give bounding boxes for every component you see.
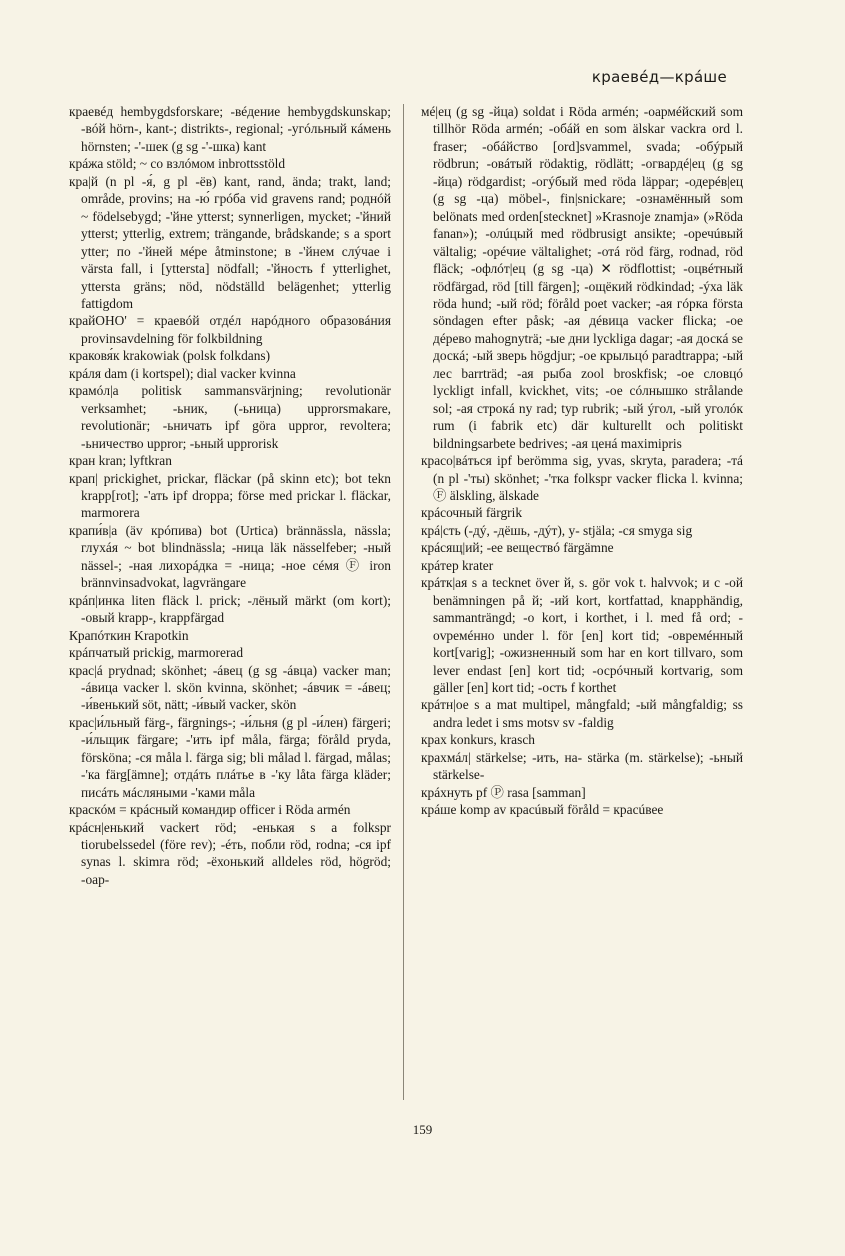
dictionary-entry: крахмáл| stärkelse; -ить, на- stärka (m. stärkelse); -ьный stärkelse- <box>421 749 743 783</box>
dictionary-entry: крас|и́льный färg-, färgnings-; -и́льня (g pl -и́лен) färgeri; -и́льщик färgare; -'ить ipf måla, färga; föråld pryda, försköna; -ся måla l. färga sig; bli målad l. färgad, målas; -'ка färg[ämne]; отдáть плáтье в -'ку låta färga kläder; писáть мáсляными -'ками måla <box>69 714 391 800</box>
dictionary-entry: краковя́к krakowiak (polsk folkdans) <box>69 348 271 364</box>
left-column <box>69 103 391 888</box>
dictionary-entry: крах konkurs, krasch <box>421 732 535 748</box>
dictionary-entry: крáтер krater <box>421 557 494 573</box>
dictionary-entry: крáп|инка liten fläck l. prick; -лёный märkt (om kort); -овый krapp-, krappfärgad <box>69 592 391 626</box>
dictionary-entry: мé|ец (g sg -йца) soldat i Röda armén; -оармéйский som tillhör Röda armén; -обáй en som älskar vackra ord l. fraser; -обáйство [ord]svammel, svada; -обýрый rödbrun; -овáтый rödaktig, rödlätt; -огвардé|ец (g sg -йца) rödgardist; -огýбый med röda läppar; -одерéв|ец (g sg -ца) möbel-, fin|snickare; -ознамённый som belönats med orden[stecknet] »Krasnoje znamja» (»Röda fanan»); -олúцый med rödbrusigt ansikte; -оречúвый vältalig; -орéчие vältalighet; -отá röd färg, rodnad, röd fläck; -офлóт|ец (g sg -ца) ✕ rödflottist; -оцвéтный rödfärgad, röd [till färgen]; -ощёкий rödkindad; -ýха läk röda hund; -ый röd; föråld poet vacker; -ая гóрка första söndagen efter påsk; -ая дéвица vacker flicka; -ое дéрево mahognyträ; -ые дни lyckliga dagar; -ая доскá se доскá; -ый зверь högdjur; -ое крыльцó paradtrappa; -ый лес barrträd; -ая рыба zool broskfisk; -ое словцó lyckligt infall, kvickhet, vits; -ое сóлнышко strålande sol; -ая строкá ny rad; typ rubrik; -ый ýгол, -ый уголóк rum (i fabrik etc) där kulturellt och politiskt bildningsarbete bedrives; -ая ценá maximipris <box>421 104 743 451</box>
dictionary-entry: кран kran; lyftkran <box>69 453 172 469</box>
dictionary-entry: крáше komp av красúвый föråld = красúвее <box>421 802 664 818</box>
dictionary-entry: крáтн|ое s a mat multipel, mångfald; -ый mångfaldig; ss andra ledet i sms motsv sv -faldig <box>421 697 743 730</box>
dictionary-entry: крáпчатый prickig, marmorerad <box>69 645 244 661</box>
dictionary-entry: крáтк|ая s a tecknet över й, s. gör vok t. halvvok; и с -ой benämningen på й; -ий kort, kortfattad, knapphändig, sammanträngd; -о kort, i korthet, i l. med få ord; -ovремéнно under l. för [en] kort tid; -овремéнный kort[varig]; -ожизненный som har en kort tillvaro, som lever endast [en] kort tid; -осрóчный kortvarig, som gäller [en] kort tid; -ость f korthet <box>421 575 743 695</box>
dictionary-entry: крá|сть (-дý, -дёшь, -дýт), у- stjäla; -ся smyga sig <box>421 522 693 538</box>
dictionary-entry: крáжа stöld; ~ со взлóмом inbrottsstöld <box>69 156 286 172</box>
right-column <box>421 103 743 819</box>
dictionary-entry: крáсн|енький vackert röd; -енькая s a folkspr tiorubelssedel (före rev); -éть, побли röd, rodna; -ся ipf synas l. skimra röd; -ёхонький alldeles röd, högröd; -оар- <box>69 819 391 887</box>
dictionary-entry: крапи́в|а (äv крóпива) bot (Urtica) brännässla, nässla; глухáя ~ bot blindnässla; -ница läk nässelfeber; -ный nässel-; -ная лихорáдка = -ница; -ное сéмя Ⓕ iron brännvinsadvokat, lagvrängare <box>69 522 391 591</box>
dictionary-entry: крáсочный färgrik <box>421 505 523 521</box>
dictionary-entry: крамóл|а politisk sammansvärjning; revolutionär verksamhet; -ьник, (-ьница) upprorsmakare, revolutionär; -ьничать ipf göra uppror, revoltera; -ьничество uppror; -ьный upprorisk <box>69 383 391 451</box>
dictionary-entry: крап| prickighet, prickar, fläckar (på skinn etc); bot tekn krapp[rot]; -'ать ipf droppa; förse med prickar l. fläckar, marmorera <box>69 470 391 521</box>
dictionary-entry: красо|вáться ipf berömma sig, yvas, skryta, paradera; -тá (n pl -'ты) skönhet; -'тка folkspr vacker flicka l. kvinna; Ⓕ älskling, älskade <box>421 453 743 503</box>
dictionary-entry: крáхнуть pf Ⓟ rasa [samman] <box>421 784 586 800</box>
dictionary-entry: краевéд hembygdsforskare; -вéдение hembygdskunskap; -вóй hörn-, kant-; distrikts-, regional; -угóльный кáмень hörnsten; -'-шек (g sg -'-шка) kant <box>69 104 391 154</box>
dictionary-entry: крáсящ|ий; -ее веществó färgämne <box>421 540 614 556</box>
dictionary-entry: крайОНО' = краевóй отдéл нарóдного образовáния provinsavdelning för folkbildning <box>69 313 391 346</box>
dictionary-entry: Крапóткин Krapotkin <box>69 627 189 643</box>
dictionary-entry: кра|й (n pl -я́, g pl -ёв) kant, rand, ända; trakt, land; område, provins; на -ю́ грóба vid gravens rand; роднóй ~ födelsebygd; -'йне ytterst; synnerligen, mycket; -'йний ytterst; ytterlig, extrem; trängande, brådskande; s a sport ytter; по -'йней мéре åtminstone; в -'йнем слýчае i värsta fall, i [yttersta] nödfall; -'йность f ytterlighet, yttersta gräns; nöd, nödställd belägenhet; ytterlig fattigdom <box>69 173 391 311</box>
column-divider <box>403 104 404 1100</box>
page-number: 159 <box>412 1122 433 1137</box>
dictionary-entry: краскóм = крáсный командир officer i Röda armén <box>69 802 351 818</box>
running-head: краевéд—крáше <box>591 68 727 86</box>
dictionary-entry: крас|á prydnad; skönhet; -áвец (g sg -áвца) vacker man; -áвица vacker l. skön kvinna, skönhet; -áвчик = -áвец; -и́венький söt, nätt; -и́вый vacker, skön <box>69 662 391 713</box>
dictionary-entry: крáля dam (i kortspel); dial vacker kvinna <box>69 365 296 381</box>
